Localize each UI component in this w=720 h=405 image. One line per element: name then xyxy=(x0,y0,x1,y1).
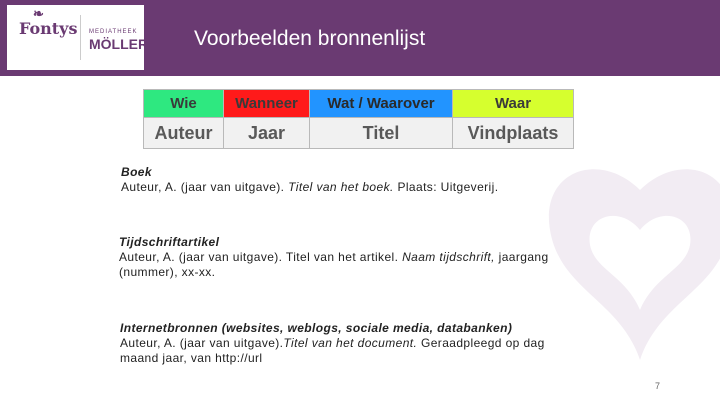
cell-wanneer: Wanneer xyxy=(224,90,310,118)
example-internet-heading: Internetbronnen (websites, weblogs, sociale media, databanken) xyxy=(120,321,513,335)
internet-plain-1: Auteur, A. (jaar van uitgave). xyxy=(120,336,284,350)
cell-jaar: Jaar xyxy=(224,118,310,149)
cell-vindplaats: Vindplaats xyxy=(453,118,574,149)
boek-italic-title: Titel van het boek. xyxy=(288,180,394,194)
example-boek-heading: Boek xyxy=(121,165,152,179)
page-title: Voorbeelden bronnenlijst xyxy=(194,27,426,50)
internet-italic-title: Titel van het document. xyxy=(283,336,418,350)
moller-logo: MÖLLER xyxy=(89,36,149,52)
tijdschrift-plain-2: jaargang (nummer), xx-xx. xyxy=(119,250,549,279)
example-boek-text xyxy=(121,180,561,195)
tijdschrift-plain-1: Auteur, A. (jaar van uitgave). Titel van het artikel. xyxy=(119,250,399,264)
page-number: 7 xyxy=(655,381,661,391)
example-tijdschrift xyxy=(119,235,579,280)
cell-titel: Titel xyxy=(310,118,453,149)
cell-wie: Wie xyxy=(144,90,224,118)
example-internet xyxy=(120,321,580,366)
example-tijdschrift-text xyxy=(119,250,579,280)
example-tijdschrift-heading: Tijdschriftartikel xyxy=(119,235,220,249)
example-boek xyxy=(121,165,561,195)
boek-plain-1: Auteur, A. (jaar van uitgave). xyxy=(121,180,285,194)
logo-box xyxy=(7,5,149,70)
boek-plain-2: Plaats: Uitgeverij. xyxy=(397,180,499,194)
example-internet-text xyxy=(120,336,580,366)
header-bar xyxy=(0,0,720,76)
logo-divider xyxy=(80,15,81,60)
cell-wat: Wat / Waarover xyxy=(310,90,453,118)
internet-plain-2: Geraadpleegd op dag maand jaar, van http://url xyxy=(120,336,545,365)
tijdschrift-italic-name: Naam tijdschrift, xyxy=(402,250,495,264)
fontys-logo: ❧ Fontys xyxy=(19,7,78,38)
cell-auteur: Auteur xyxy=(144,118,224,149)
source-structure-table xyxy=(143,89,574,149)
fontys-bird-icon: ❧ xyxy=(33,7,44,22)
cell-waar: Waar xyxy=(453,90,574,118)
mediatheek-label: MEDIATHEEK xyxy=(89,29,138,35)
